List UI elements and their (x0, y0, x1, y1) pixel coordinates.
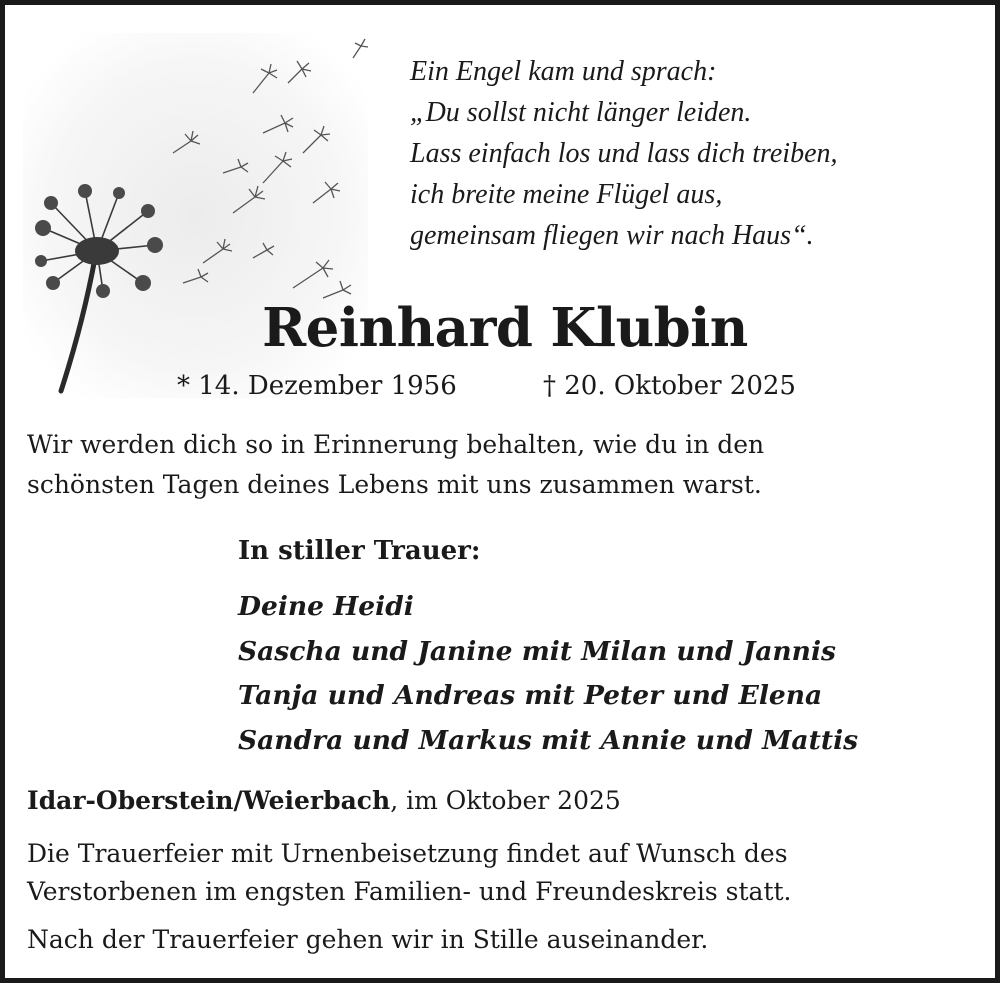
death-date: † 20. Oktober 2025 (543, 371, 796, 401)
mourner-entry: Tanja und Andreas mit Peter und Elena (238, 680, 823, 711)
deceased-name: Reinhard Klubin (262, 297, 748, 359)
poem-line: Lass einfach los und lass dich treiben, (410, 138, 838, 169)
place-date-line (27, 782, 621, 820)
funeral-info-line: Verstorbenen im engsten Familien- und Freundeskreis statt. (27, 877, 792, 906)
poem-line: ich breite meine Flügel aus, (410, 179, 723, 210)
mourner-entry: Sascha und Janine mit Milan und Jannis (238, 635, 836, 667)
poem-line: „Du sollst nicht länger leiden. (410, 97, 752, 128)
poem-line: Ein Engel kam und sprach: (410, 56, 717, 87)
place-name: Idar-Oberstein/Weierbach (27, 786, 391, 815)
mourners-list (238, 585, 858, 763)
mourning-label: In stiller Trauer: (238, 536, 481, 566)
place-date: , im Oktober 2025 (390, 786, 621, 815)
poem (410, 51, 838, 256)
funeral-info-line: Die Trauerfeier mit Urnenbeisetzung findet auf Wunsch des (27, 839, 788, 868)
mourner-entry: Sandra und Markus mit Annie und Mattis (238, 724, 859, 756)
memory-line: schönsten Tagen deines Lebens mit uns zusammen warst. (27, 470, 762, 499)
birth-date: * 14. Dezember 1956 (177, 371, 457, 401)
memory-line: Wir werden dich so in Erinnerung behalten, wie du in den (27, 430, 765, 459)
poem-line: gemeinsam fliegen wir nach Haus“. (410, 220, 814, 251)
funeral-info (27, 835, 792, 959)
mourner-entry: Deine Heidi (238, 591, 414, 622)
memory-text (27, 425, 764, 505)
closing-line: Nach der Trauerfeier gehen wir in Stille auseinander. (27, 925, 709, 954)
